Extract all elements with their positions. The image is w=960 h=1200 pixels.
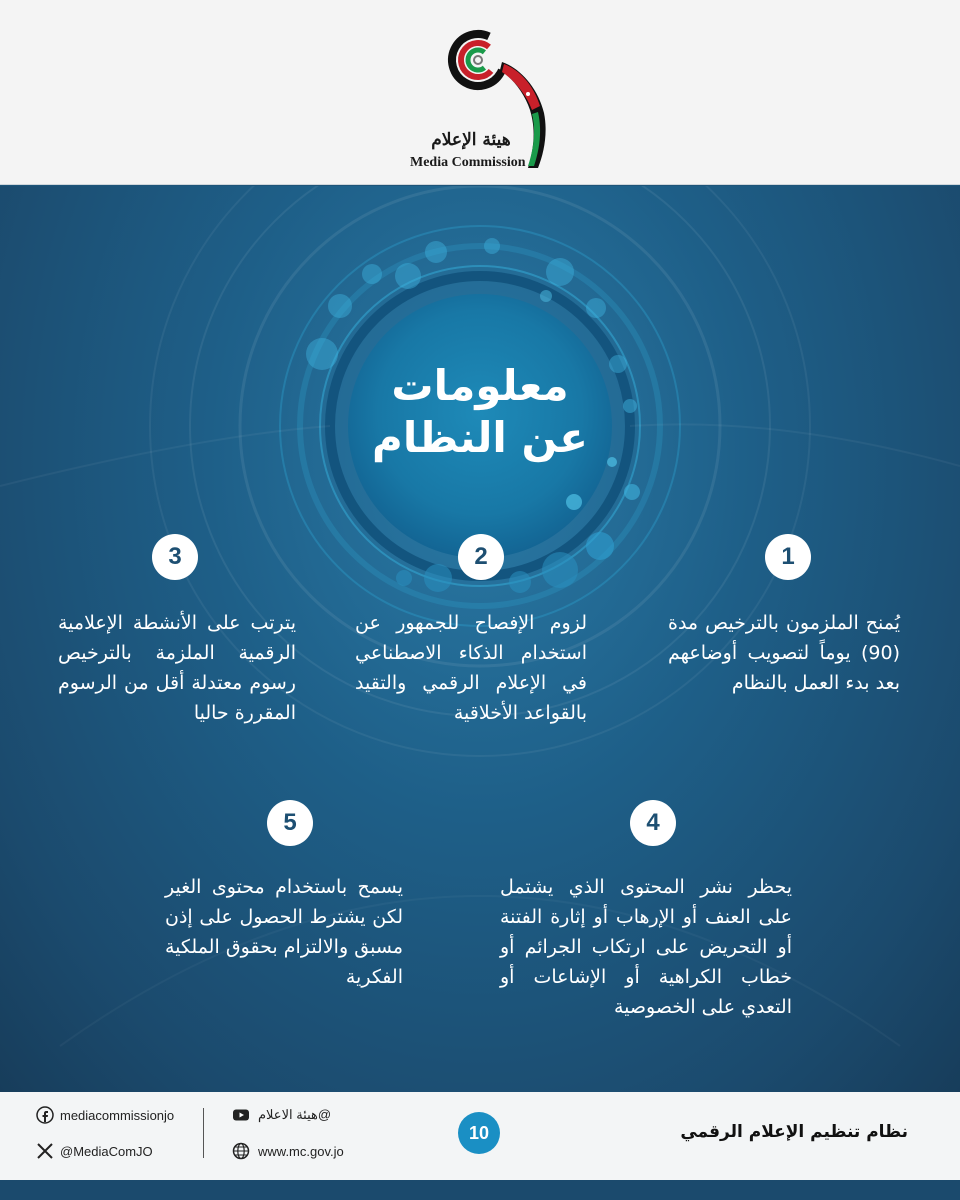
logo-english-text: Media Commission [410,155,526,170]
item-number-badge: 3 [152,534,198,580]
info-text-1: يُمنح الملزمون بالترخيص مدة (90) يوماً لتصويب أوضاعهم بعد بدء العمل بالنظام [668,612,900,694]
section-title [330,360,630,464]
website-link[interactable]: www.mc.gov.jo [258,1144,344,1159]
item-number-badge: 4 [630,800,676,846]
facebook-icon [36,1106,54,1124]
info-text-2: لزوم الإفصاح للجمهور عن استخدام الذكاء الاصطناعي في الإعلام الرقمي والتقيد بالقواعد الأخلاقية [355,612,587,724]
item-number-badge: 5 [267,800,313,846]
page-number-badge: 10 [458,1112,500,1154]
info-text-4: يحظر نشر المحتوى الذي يشتمل على العنف أو الإرهاب أو إثارة الفتنة أو التحريض على ارتكاب الجرائم أو خطاب الكراهية أو الإشاعات أو التعدي على الخصوصية [500,876,792,1018]
x-handle[interactable]: @MediaComJO [60,1144,153,1159]
footer-divider [203,1108,204,1158]
info-text-5: يسمح باستخدام محتوى الغير لكن يشترط الحصول على إذن مسبق والالتزام بحقوق الملكية الفكرية [165,876,403,988]
footer-bottom-bar [0,1180,960,1200]
media-commission-logo [410,18,560,178]
header [0,0,960,185]
item-number-badge: 1 [765,534,811,580]
title-line-2: عن النظام [372,413,588,462]
footer-title: نظام تنظيم الإعلام الرقمي [680,1122,908,1142]
youtube-handle[interactable]: @هيئة الاعلام [258,1107,332,1122]
item-number-badge: 2 [458,534,504,580]
info-text-3: يترتب على الأنشطة الإعلامية الرقمية الملزمة بالترخيص رسوم معتدلة أقل من الرسوم المقررة حاليا [58,612,296,724]
x-icon [36,1142,54,1160]
globe-icon [232,1142,250,1160]
youtube-icon [232,1106,250,1124]
facebook-handle[interactable]: mediacommissionjo [60,1108,175,1123]
logo-emblem-icon [410,18,560,178]
title-line-1: معلومات [391,361,569,410]
logo-arabic-text: هيئة الإعلام [431,130,511,150]
